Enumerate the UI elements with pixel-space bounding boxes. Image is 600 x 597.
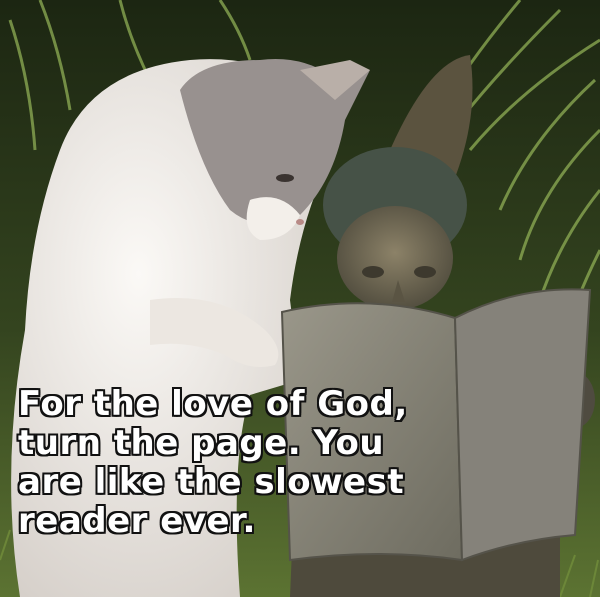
- caption-line: turn the page. You: [18, 423, 385, 463]
- caption-line: For the love of God,: [18, 384, 408, 424]
- meme-caption: [18, 385, 488, 541]
- cat-nose: [296, 219, 304, 225]
- statue-eye-right: [414, 266, 436, 278]
- caption-line: are like the slowest: [18, 462, 405, 502]
- statue-eye-left: [362, 266, 384, 278]
- cat-eye: [276, 174, 294, 182]
- caption-line: reader ever.: [18, 501, 256, 541]
